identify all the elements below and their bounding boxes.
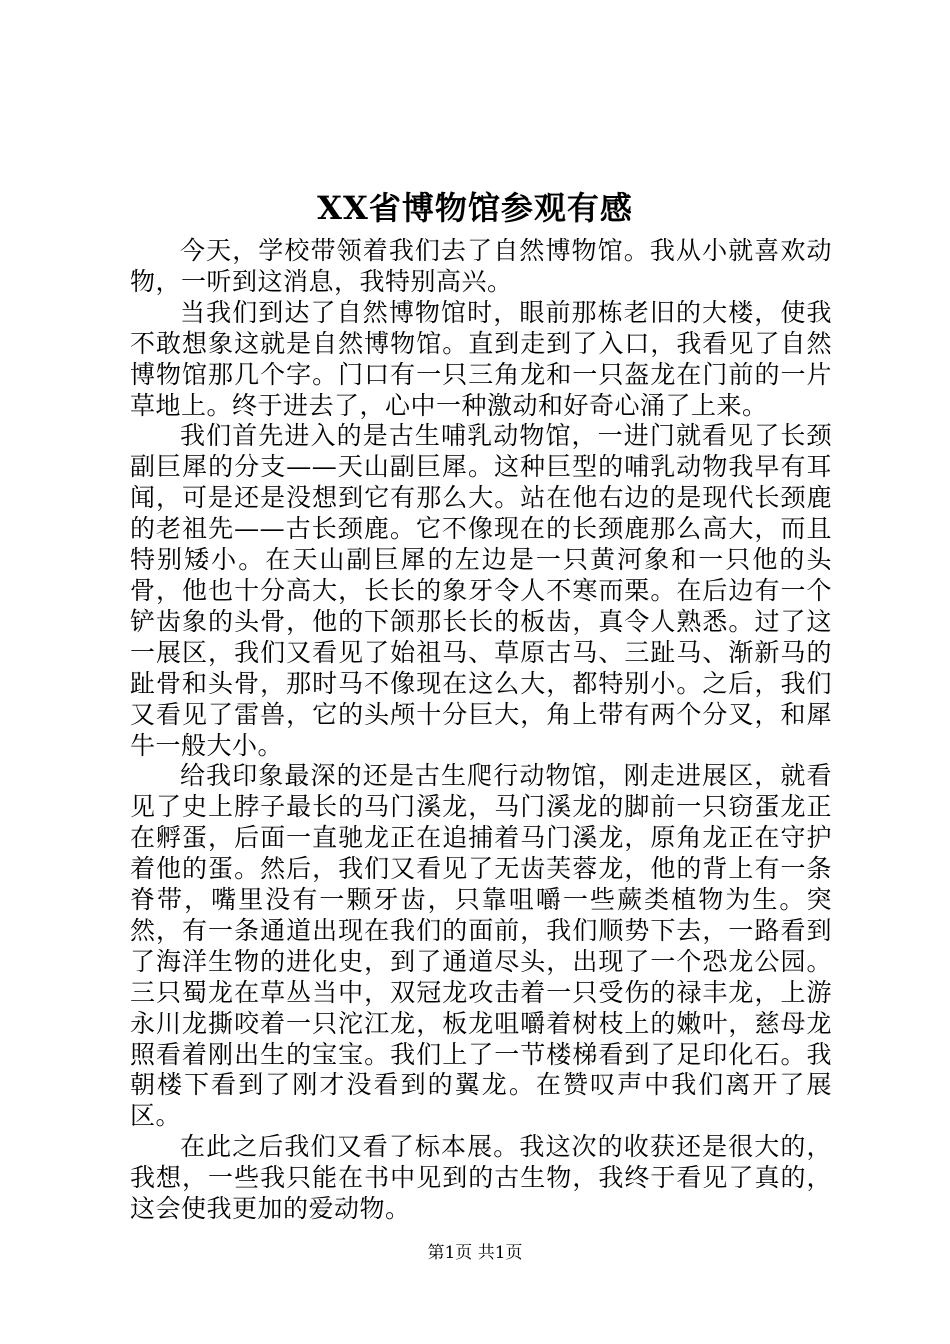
document-title: XX省博物馆参观有感 [317,189,633,227]
document-body [130,236,832,1225]
paragraph-5: 在此之后我们又看了标本展。我这次的收获还是很大的，我想，一些我只能在书中见到的古生物，我终于看见了真的，这会使我更加的爱动物。 [130,1132,832,1224]
page-number-footer: 第1页 共1页 [427,1243,523,1263]
paragraph-3: 我们首先进入的是古生哺乳动物馆，一进门就看见了长颈副巨犀的分支——天山副巨犀。这种巨型的哺乳动物我早有耳闻，可是还是没想到它有那么大。站在他右边的是现代长颈鹿的老祖先——古长颈鹿。它不像现在的长颈鹿那么高大，而且特别矮小。在天山副巨犀的左边是一只黄河象和一只他的头骨，他也十分高大，长长的象牙令人不寒而栗。在后边有一个铲齿象的头骨，他的下颌那长长的板齿，真令人熟悉。过了这一展区，我们又看见了始祖马、草原古马、三趾马、渐新马的趾骨和头骨，那时马不像现在这么大，都特别小。之后，我们又看见了雷兽，它的头颅十分巨大，角上带有两个分叉，和犀牛一般大小。 [130,421,832,760]
paragraph-4: 给我印象最深的还是古生爬行动物馆，刚走进展区，就看见了史上脖子最长的马门溪龙，马门溪龙的脚前一只窃蛋龙正在孵蛋，后面一直驰龙正在追捕着马门溪龙，原角龙正在守护着他的蛋。然后，我们又看见了无齿芙蓉龙，他的背上有一条脊带，嘴里没有一颗牙齿，只靠咀嚼一些蕨类植物为生。突然，有一条通道出现在我们的面前，我们顺势下去，一路看到了海洋生物的进化史，到了通道尽头，出现了一个恐龙公园。三只蜀龙在草丛当中，双冠龙攻击着一只受伤的禄丰龙，上游永川龙撕咬着一只沱江龙，板龙咀嚼着树枝上的嫩叶，慈母龙照看着刚出生的宝宝。我们上了一节楼梯看到了足印化石。我朝楼下看到了刚才没看到的翼龙。在赞叹声中我们离开了展区。 [130,761,832,1131]
paragraph-2: 当我们到达了自然博物馆时，眼前那栋老旧的大楼，使我不敢想象这就是自然博物馆。直到走到了入口，我看见了自然博物馆那几个字。门口有一只三角龙和一只盔龙在门前的一片草地上。终于进去了，心中一种激动和好奇心涌了上来。 [130,297,832,420]
paragraph-1: 今天，学校带领着我们去了自然博物馆。我从小就喜欢动物，一听到这消息，我特别高兴。 [130,236,832,296]
